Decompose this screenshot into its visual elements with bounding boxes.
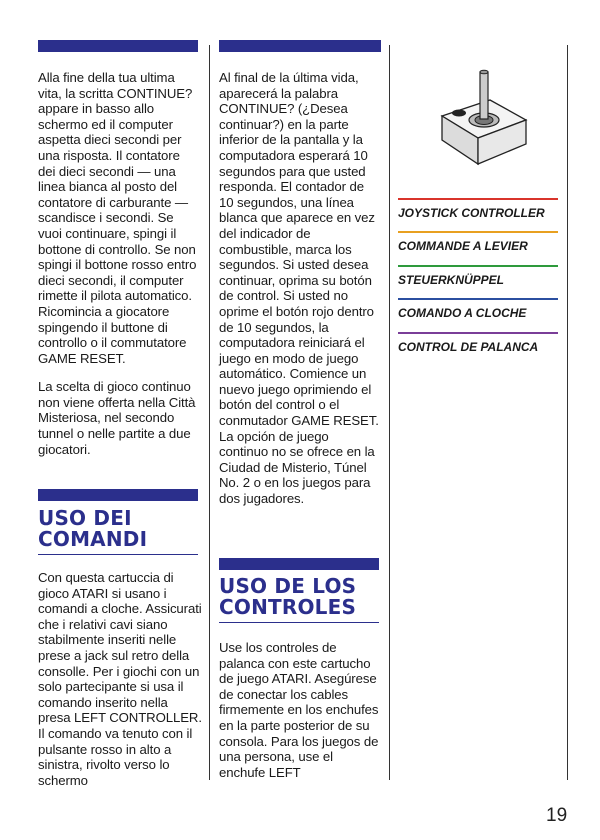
italian-top-bar bbox=[38, 40, 198, 52]
label-comando-a-cloche: COMANDO A CLOCHE bbox=[398, 306, 527, 320]
label-steuerknuppel: STEUERKNÜPPEL bbox=[398, 273, 505, 287]
column-rule-1 bbox=[209, 45, 210, 780]
spanish-top-bar bbox=[219, 40, 381, 52]
italian-paragraph-3: Con questa cartuccia di gioco ATARI si usano i comandi a cloche. Assicurati che i relativi cavi siano stabilmente inseriti nelle prese a jack sul retro della consolle. Per i giochi con un solo partecipante si usa il comando inserito nella presa LEFT CONTROLLER. Il comando va tenuto con il pulsante rosso in alto a sinistra, rivolto verso lo schermo bbox=[38, 570, 202, 788]
italian-heading-bar bbox=[38, 489, 198, 501]
spanish-paragraph-2: Use los controles de palanca con este cartucho de juego ATARI. Asegúrese de conectar los cables firmemente en los enchufes en la parte posterior de su consola. Para los juegos de una persona, use el enchufe LEFT bbox=[219, 640, 379, 780]
spanish-section-heading: USO DE LOS CONTROLES bbox=[219, 574, 357, 619]
label-stripe-2 bbox=[398, 231, 558, 233]
italian-paragraph-1: Alla fine della tua ultima vita, la scritta CONTINUE? appare in basso allo schermo ed il computer aspetta dieci secondi per una risposta. Il contatore dei dieci secondi — una linea bianca al posto del contatore di carburante — scandisce i secondi. Se vuoi continuare, spingi il bottone di controllo. Se non spingi il bottone rosso entro dieci secondi, il computer rimette il pilota automatico. Ricomincia a giocatore spingendo il buttone di controllo o il commutatore GAME RESET. bbox=[38, 70, 197, 366]
column-rule-3 bbox=[567, 45, 568, 780]
label-stripe-4 bbox=[398, 298, 558, 300]
label-control-de-palanca: CONTROL DE PALANCA bbox=[398, 340, 539, 354]
label-stripe-5 bbox=[398, 332, 558, 334]
spanish-heading-rule bbox=[219, 622, 379, 623]
page-number: 19 bbox=[546, 805, 568, 826]
column-rule-2 bbox=[389, 45, 390, 780]
label-stripe-3 bbox=[398, 265, 558, 267]
italian-section-heading: USO DEI COMANDI bbox=[38, 506, 148, 551]
spanish-column bbox=[219, 70, 381, 520]
label-stripe-1 bbox=[398, 198, 558, 200]
italian-column bbox=[38, 70, 200, 470]
spanish-paragraph-1: Al final de la última vida, aparecerá la palabra CONTINUE? (¿Desea continuar?) en la parte inferior de la pantalla y la computadora esperará 10 segundos para que usted responda. El contador de 10 segundos, una línea blanca que aparece en vez del indicador de combustible, marca los segundos. Si usted desea continuar, oprima su botón de control. Si usted no oprime el botón rojo dentro de 10 segundos, la computadora reiniciará el juego en modo de juego automático. Comience un nuevo juego oprimiendo el botón del control o el conmutador GAME RESET. La opción de juego continuo no se ofrece en la Ciudad de Misterio, Túnel No. 2 o en los juegos para dos jugadores. bbox=[219, 70, 379, 507]
label-commande-a-levier: COMMANDE A LEVIER bbox=[398, 239, 528, 253]
italian-column-lower bbox=[38, 570, 202, 801]
spanish-heading-bar bbox=[219, 558, 379, 570]
label-joystick-controller: JOYSTICK CONTROLLER bbox=[398, 206, 545, 220]
spanish-column-lower bbox=[219, 640, 381, 793]
italian-paragraph-2: La scelta di gioco continuo non viene offerta nella Città Misteriosa, nel secondo tunnel o nelle partite a due giocatori. bbox=[38, 379, 196, 457]
joystick-icon bbox=[428, 58, 532, 178]
italian-heading-rule bbox=[38, 554, 198, 555]
